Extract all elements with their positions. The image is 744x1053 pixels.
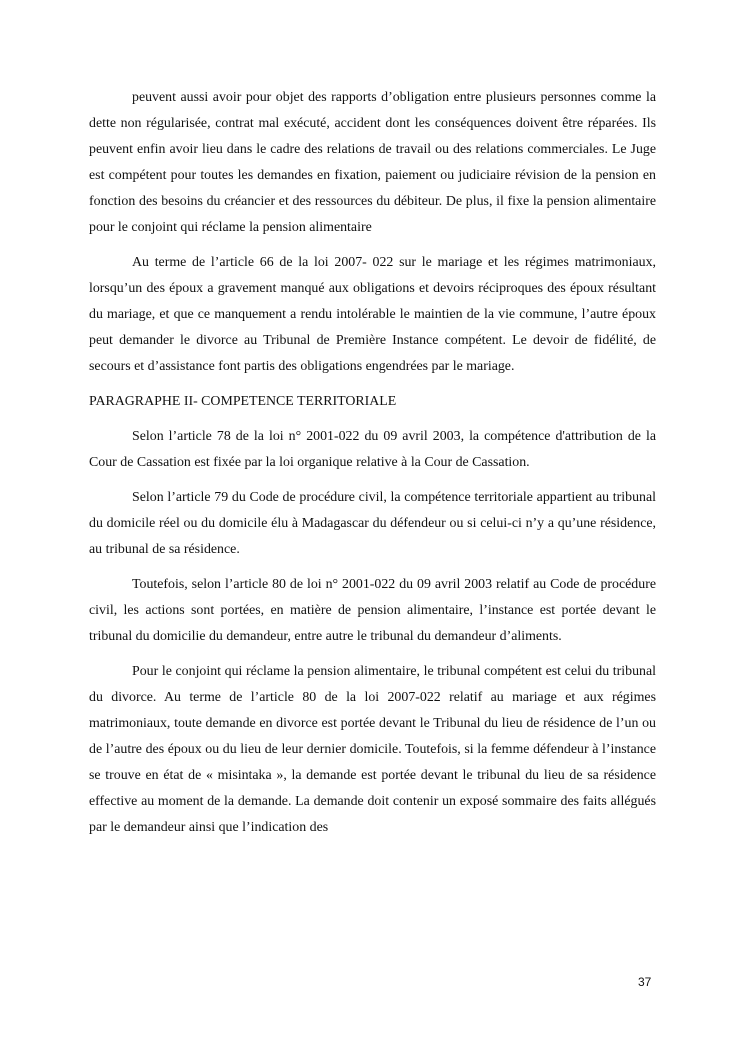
document-page — [89, 85, 656, 850]
paragraph-article-78: Selon l’article 78 de la loi n° 2001-022 du 09 avril 2003, la compétence d'attribution de la Cour de Cassation est fixée par la loi organique relative à la Cour de Cassation. — [89, 429, 656, 470]
paragraph-tribunal-divorce: Pour le conjoint qui réclame la pension alimentaire, le tribunal compétent est celui du tribunal du divorce. Au terme de l’article 80 de la loi 2007-022 relatif au mariage et aux régimes matrimoniaux, toute demande en divorce est portée devant le Tribunal du lieu de résidence de l’un ou de l’autre des époux ou du lieu de leur dernier domicile. Toutefois, si la femme défendeur à l’instance se trouve en état de « misintaka », la demande est portée devant le tribunal du lieu de sa résidence effective au moment de la demande. La demande doit contenir un exposé sommaire des faits allégués par le demandeur ainsi que l’indication des — [89, 664, 656, 835]
page-number: 37 — [638, 975, 652, 989]
section-heading-competence-territoriale: PARAGRAPHE II- COMPETENCE TERRITORIALE — [89, 394, 397, 409]
paragraph-article-80-procedure: Toutefois, selon l’article 80 de loi n° 2001-022 du 09 avril 2003 relatif au Code de procédure civil, les actions sont portées, en matière de pension alimentaire, l’instance est portée devant le tribunal du domicilie du demandeur, entre autre le tribunal du demandeur d’aliments. — [89, 577, 656, 644]
paragraph-article-66: Au terme de l’article 66 de la loi 2007- 022 sur le mariage et les régimes matrimoniaux, lorsqu’un des époux a gravement manqué aux obligations et devoirs réciproques des époux résultant du mariage, et que ce manquement a rendu intolérable le maintien de la vie commune, l’autre époux peut demander le divorce au Tribunal de Première Instance compétent. Le devoir de fidélité, de secours et d’assistance font partis des obligations engendrées par le mariage. — [89, 255, 656, 374]
paragraph-obligations-continued: peuvent aussi avoir pour objet des rapports d’obligation entre plusieurs personnes comme la dette non régularisée, contrat mal exécuté, accident dont les conséquences doivent être réparées. Ils peuvent enfin avoir lieu dans le cadre des relations de travail ou des relations commerciales. Le Juge est compétent pour toutes les demandes en fixation, paiement ou judiciaire révision de la pension en fonction des besoins du créancier et des ressources du débiteur. De plus, il fixe la pension alimentaire pour le conjoint qui réclame la pension alimentaire — [89, 90, 656, 235]
paragraph-article-79: Selon l’article 79 du Code de procédure civil, la compétence territoriale appartient au tribunal du domicile réel ou du domicile élu à Madagascar du défendeur ou si celui-ci n’y a qu’une résidence, au tribunal de sa résidence. — [89, 490, 656, 557]
